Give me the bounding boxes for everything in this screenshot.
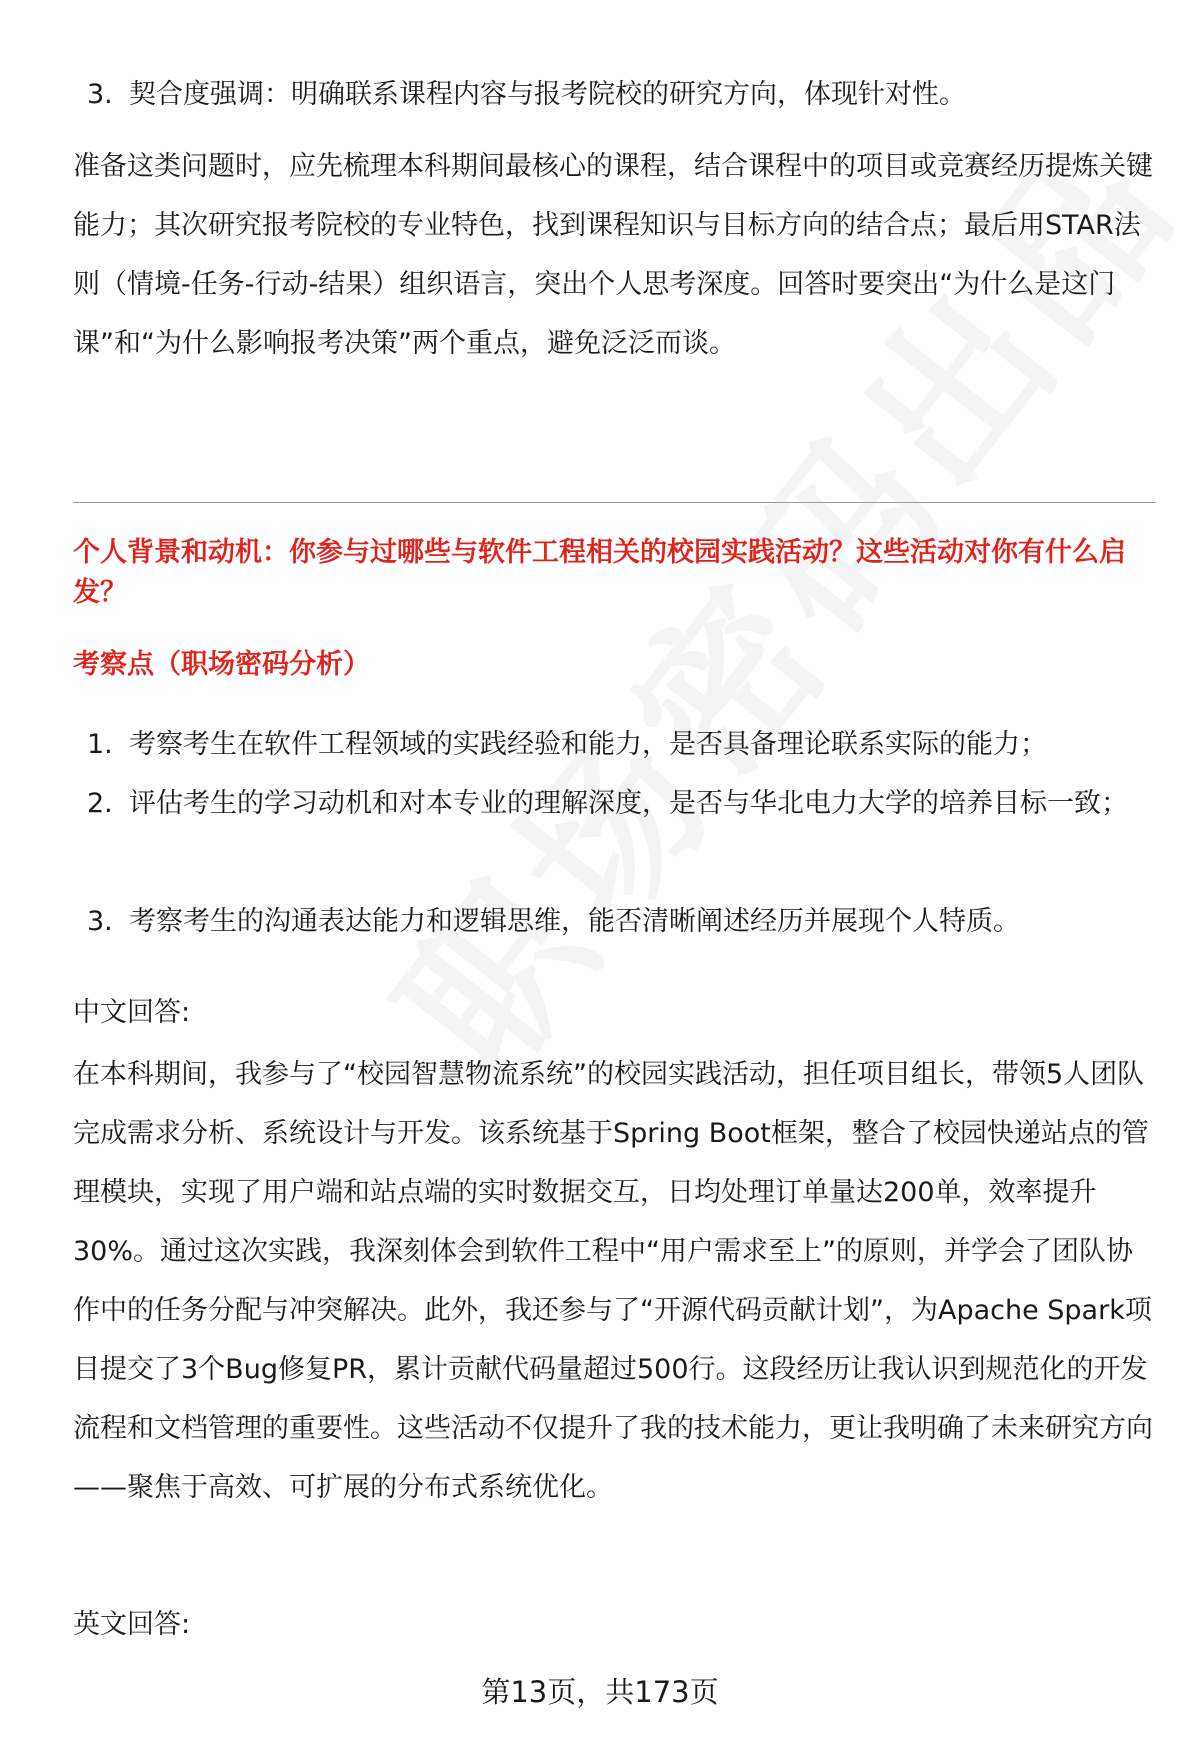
list-text: 考察考生在软件工程领域的实践经验和能力，是否具备理论联系实际的能力； — [129, 729, 1047, 760]
list-number: 1. — [87, 729, 113, 760]
chinese-answer: 在本科期间，我参与了“校园智慧物流系统”的校园实践活动，担任项目组长，带领5人团队完成需求分析、系统设计与开发。该系统基于Spring Boot框架，整合了校园快递站点的管理模块，实现了用户端和站点端的实时数据交互，日均处理订单量达200单，效率提升30%。通过这次实践，我深刻体会到软件工程中“用户需求至上”的原则，并学会了团队协作中的任务分配与冲突解决。此外，我还参与了“开源代码贡献计划”，为Apache Spark项目提交了3个Bug修复PR，累计贡献代码量超过500行。这段经历让我认识到规范化的开发流程和文档管理的重要性。这些活动不仅提升了我的技术能力，更让我明确了未来研究方向——聚焦于高效、可扩展的分布式系统优化。 — [73, 1059, 1153, 1503]
prep-paragraph: 准备这类问题时，应先梳理本科期间最核心的课程，结合课程中的项目或竞赛经历提炼关键能力；其次研究报考院校的专业特色，找到课程知识与目标方向的结合点；最后用STAR法则（情境-任务-行动-结果）组织语言，突出个人思考深度。回答时要突出“为什么是这门课”和“为什么影响报考决策”两个重点，避免泛泛而谈。 — [73, 151, 1153, 359]
list-number: 3. — [87, 79, 113, 110]
watermark — [334, 254, 1086, 1118]
divider — [73, 502, 1156, 503]
examine-title: 考察点（职场密码分析） — [73, 649, 370, 680]
english-answer-label: 英文回答: — [73, 1609, 191, 1640]
chinese-answer-label: 中文回答: — [73, 997, 191, 1028]
list-text: 契合度强调：明确联系课程内容与报考院校的研究方向，体现针对性。 — [129, 79, 966, 110]
page-footer: 第13页，共173页 — [481, 1675, 719, 1709]
list-number: 2. — [87, 788, 113, 819]
list-text: 考察考生的沟通表达能力和逻辑思维，能否清晰阐述经历并展现个人特质。 — [129, 906, 1020, 937]
list-number: 3. — [87, 906, 113, 937]
question-heading: 个人背景和动机：你参与过哪些与软件工程相关的校园实践活动？这些活动对你有什么启发？ — [73, 537, 1126, 608]
list-text: 评估考生的学习动机和对本专业的理解深度，是否与华北电力大学的培养目标一致； — [129, 788, 1128, 819]
